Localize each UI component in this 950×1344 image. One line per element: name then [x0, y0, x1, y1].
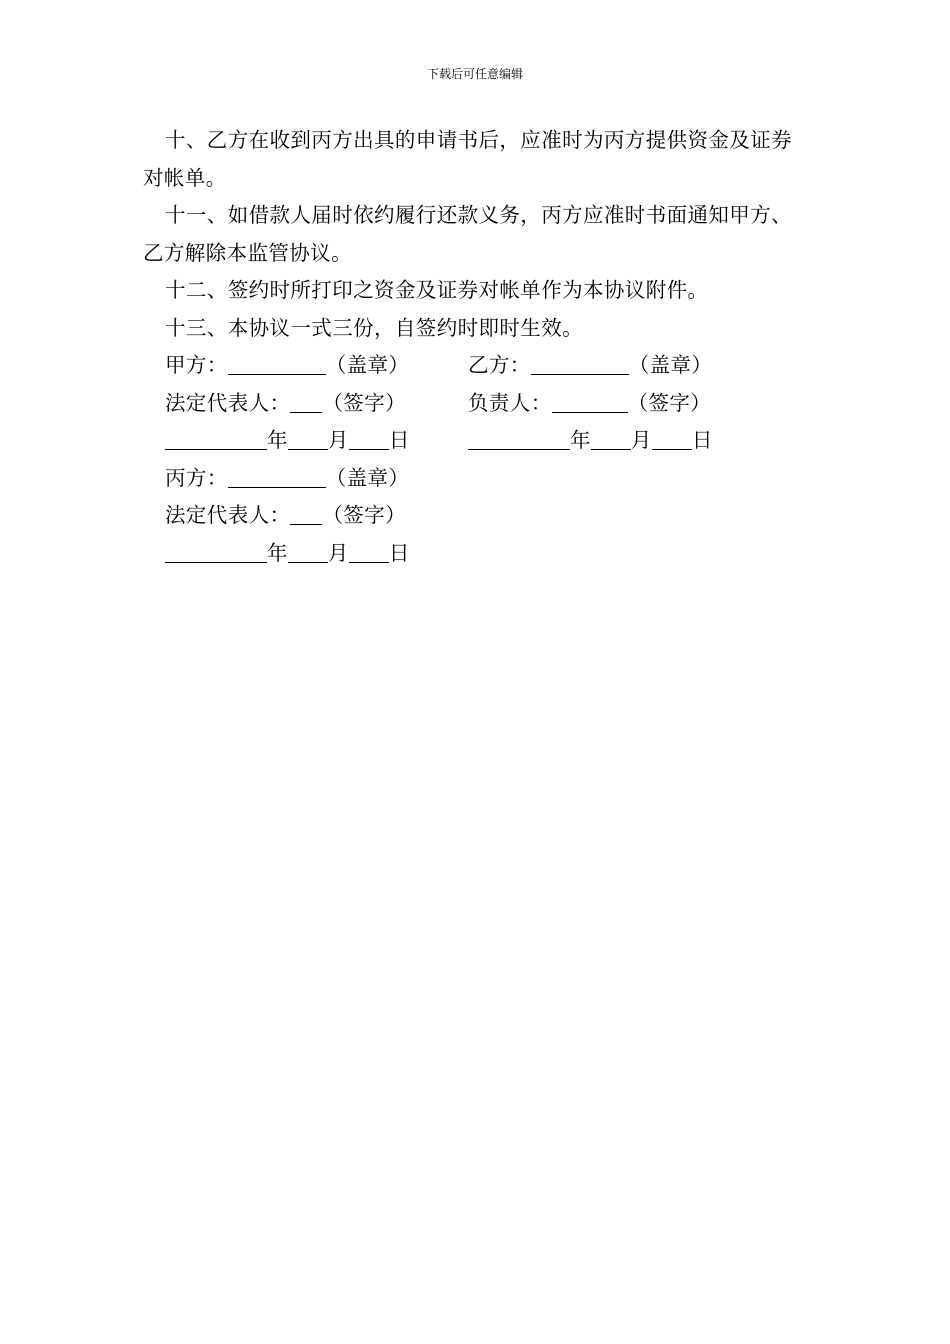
party-b-rep-blank[interactable] — [552, 391, 628, 413]
party-a-blank[interactable] — [228, 354, 326, 376]
party-b-month-blank[interactable] — [591, 429, 631, 451]
signature-row-representatives — [143, 385, 808, 423]
party-a-line — [143, 347, 468, 385]
party-c-month-blank[interactable] — [288, 541, 328, 563]
party-b-date-line — [468, 422, 713, 460]
party-b-sign: （签字） — [627, 390, 712, 415]
day-label: 日 — [691, 428, 713, 452]
signature-row-party-c — [143, 460, 808, 498]
party-a-rep-label: 法定代表人： — [165, 390, 291, 415]
signature-row-dates — [143, 422, 808, 460]
party-b-blank[interactable] — [531, 354, 629, 376]
party-c-date-line — [143, 535, 468, 573]
clause-13: 十三、本协议一式三份，自签约时即时生效。 — [165, 315, 583, 340]
year-label: 年 — [267, 540, 288, 565]
party-c-line — [143, 460, 468, 498]
year-label: 年 — [267, 428, 288, 452]
party-b-line — [468, 347, 712, 385]
day-label: 日 — [388, 540, 410, 565]
party-c-rep-label: 法定代表人： — [165, 503, 291, 527]
clause-11: 十一、如借款人届时依约履行还款义务，丙方应准时书面通知甲方、乙方解除本监管协议。 — [143, 203, 792, 265]
party-a-label: 甲方： — [165, 353, 228, 377]
agreement-body — [143, 122, 808, 572]
signature-row-parties — [143, 347, 808, 385]
year-label: 年 — [570, 428, 591, 452]
party-a-sign: （签字） — [322, 390, 407, 415]
party-a-month-blank[interactable] — [288, 429, 328, 451]
day-label: 日 — [388, 428, 410, 452]
party-c-label: 丙方： — [165, 465, 228, 490]
party-b-label: 乙方： — [468, 353, 531, 377]
page-header-note: 下载后可任意编辑 — [426, 67, 523, 81]
party-b-stamp: （盖章） — [628, 353, 713, 377]
party-b-day-blank[interactable] — [652, 429, 692, 451]
party-c-rep-blank[interactable] — [290, 504, 322, 526]
clause-10: 十、乙方在收到丙方出具的申请书后，应准时为丙方提供资金及证券对帐单。 — [143, 128, 792, 190]
signature-row-party-c-date — [143, 535, 808, 573]
party-a-year-blank[interactable] — [165, 429, 267, 451]
party-b-year-blank[interactable] — [468, 429, 570, 451]
party-a-stamp: （盖章） — [325, 353, 410, 377]
month-label: 月 — [630, 428, 652, 452]
party-c-year-blank[interactable] — [165, 541, 267, 563]
month-label: 月 — [327, 540, 349, 565]
party-a-rep-line — [143, 385, 468, 423]
party-b-rep-line — [468, 385, 711, 423]
party-c-stamp: （盖章） — [325, 465, 410, 490]
party-c-day-blank[interactable] — [349, 541, 389, 563]
party-c-blank[interactable] — [228, 466, 326, 488]
month-label: 月 — [327, 428, 349, 452]
party-c-rep-line — [143, 497, 468, 535]
clause-12: 十二、签约时所打印之资金及证券对帐单作为本协议附件。 — [165, 278, 709, 302]
party-a-day-blank[interactable] — [349, 429, 389, 451]
party-a-rep-blank[interactable] — [290, 391, 322, 413]
party-c-sign: （签字） — [322, 503, 407, 527]
party-a-date-line — [143, 422, 468, 460]
signature-row-party-c-rep — [143, 497, 808, 535]
party-b-rep-label: 负责人： — [468, 390, 552, 415]
